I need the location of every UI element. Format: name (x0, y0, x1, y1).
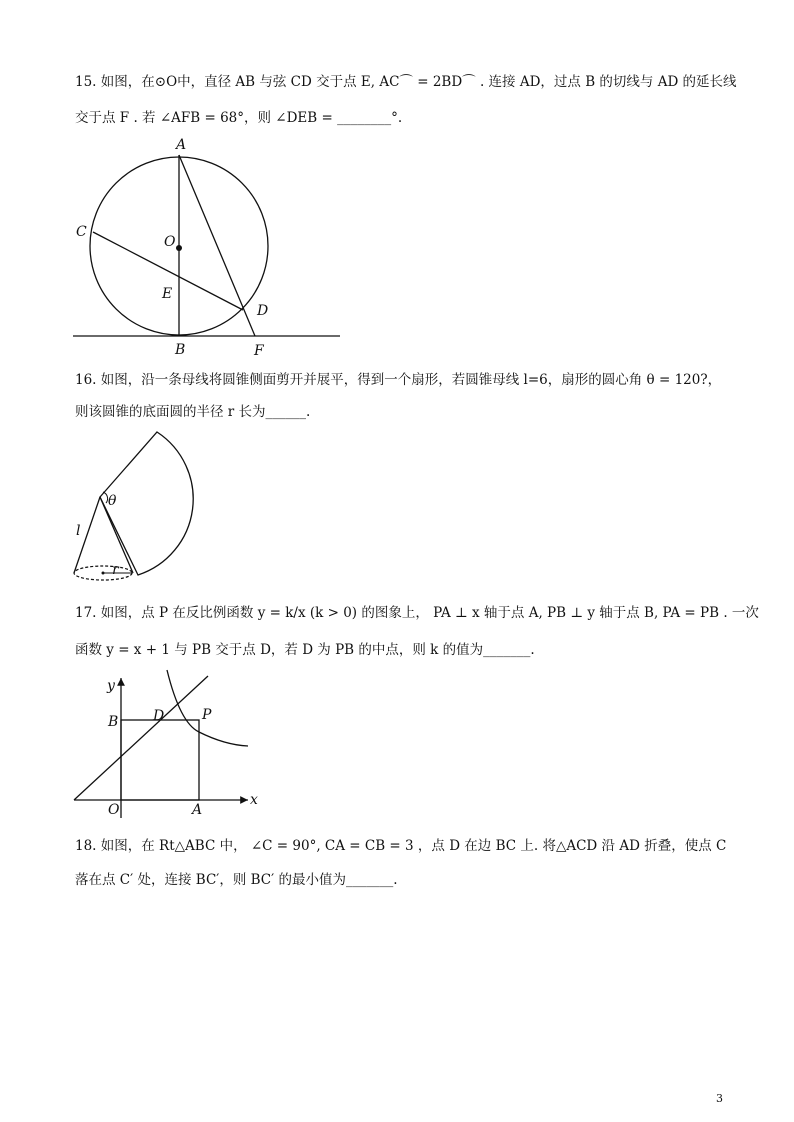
q15-label-o: O (164, 234, 176, 250)
q16-label-theta: θ (108, 493, 117, 509)
q17-label-p: P (202, 707, 212, 723)
q15-label-f: F (254, 343, 264, 359)
q17-label-d: D (153, 708, 165, 724)
q16-text-line2: 则该圆锥的底面圆的半径 r 长为______. (75, 404, 311, 420)
q15-label-e: E (162, 286, 173, 302)
q17-text-line1: 17. 如图，点 P 在反比例函数 y = k/x (k > 0) 的图象上， PA ⊥ x 轴于点 A, PB ⊥ y 轴于点 B, PA = PB . 一次 (75, 605, 759, 621)
q17-label-a: A (192, 802, 203, 818)
q15-label-c: C (76, 224, 87, 240)
q17-coordinate-diagram (60, 668, 270, 820)
q15-text-line1: 15. 如图，在⊙O中，直径 AB 与弦 CD 交于点 E, AC⌒ = 2BD⌒ . 连接 AD，过点 B 的切线与 AD 的延长线 (75, 74, 737, 90)
q16-cone-sector-diagram (60, 425, 240, 585)
q17-text-line2: 函数 y = x + 1 与 PB 交于点 D，若 D 为 PB 的中点，则 k 的值为_______. (75, 642, 535, 658)
q17-label-x: x (250, 792, 258, 808)
page-number: 3 (716, 1092, 723, 1105)
q15-circle-diagram (60, 132, 360, 364)
q16-label-l: l (76, 523, 81, 539)
q18-text-line2: 落在点 C′ 处，连接 BC′，则 BC′ 的最小值为_______. (75, 872, 398, 888)
q17-label-b: B (108, 714, 119, 730)
q15-label-a: A (176, 137, 187, 153)
q15-label-b: B (175, 342, 186, 358)
q15-text-line2: 交于点 F . 若 ∠AFB = 68°，则 ∠DEB = ________°. (75, 110, 403, 126)
q17-label-o: O (108, 802, 120, 818)
q15-label-d: D (257, 303, 269, 319)
q18-text-line1: 18. 如图，在 Rt△ABC 中， ∠C = 90°, CA = CB = 3 ，点 D 在边 BC 上. 将△ACD 沿 AD 折叠，使点 C (75, 838, 727, 854)
q16-text-line1: 16. 如图，沿一条母线将圆锥侧面剪开并展平，得到一个扇形，若圆锥母线 l=6，扇形的圆心角 θ = 120?， (75, 372, 722, 388)
q17-label-y: y (107, 678, 115, 694)
q16-label-r: r (112, 562, 119, 578)
